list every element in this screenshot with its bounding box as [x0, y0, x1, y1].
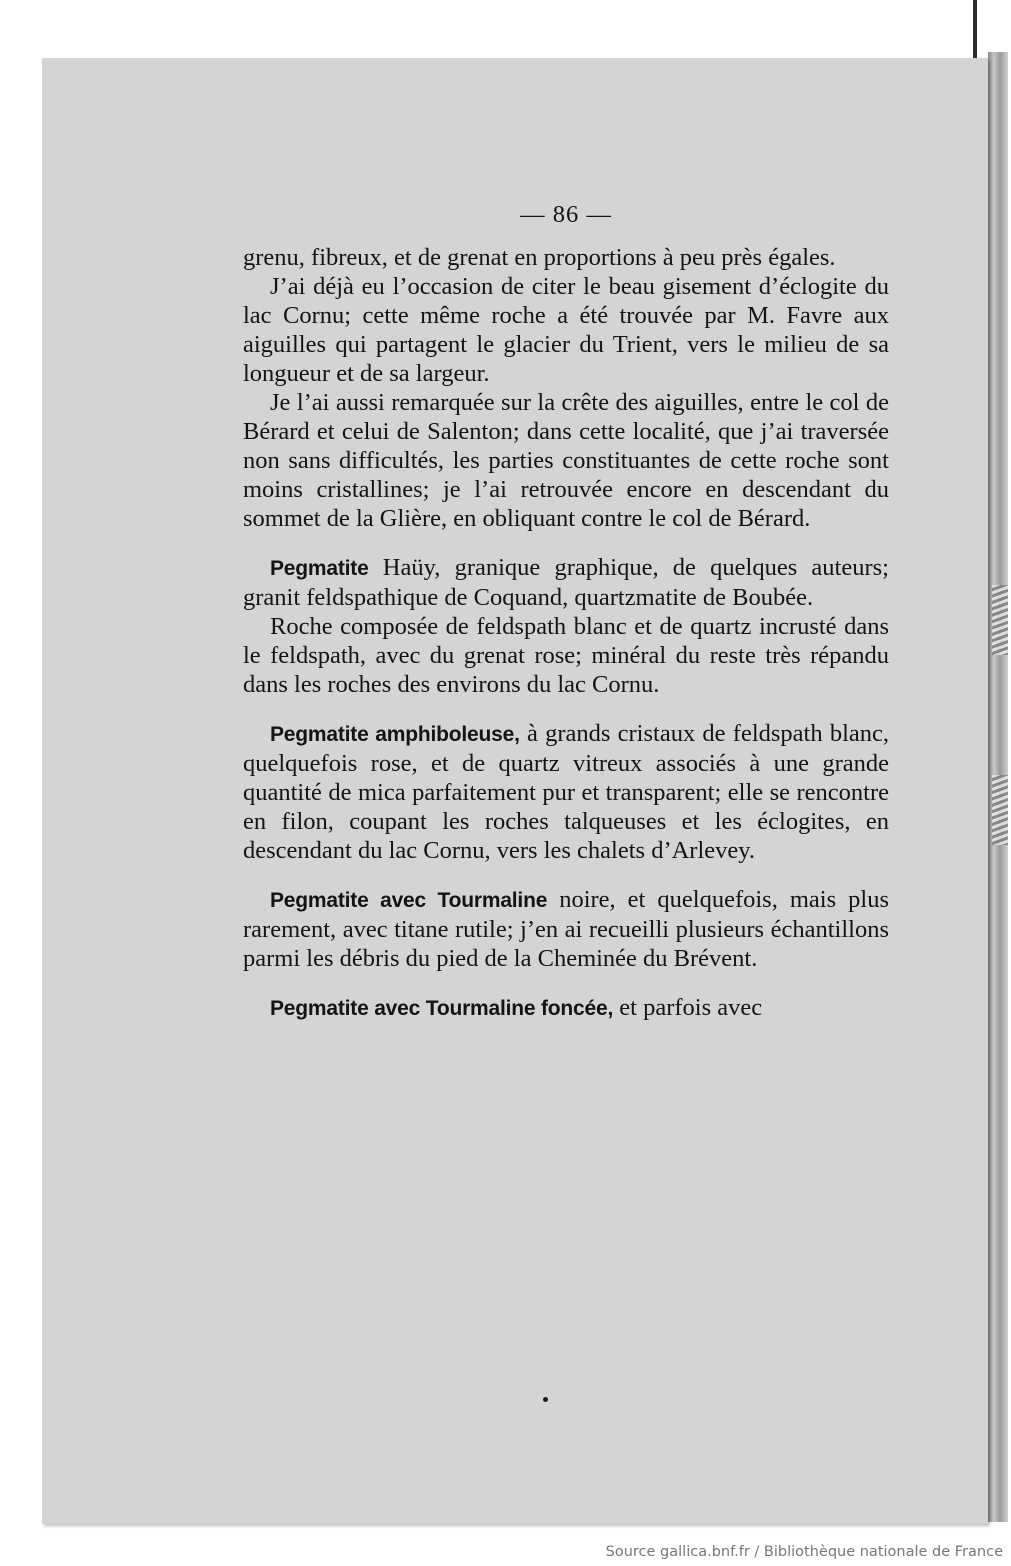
paragraph-1: grenu, fibreux, et de grenat en proportions à peu près égales. — [243, 244, 836, 271]
paragraph-pegmatite: Pegmatite Haüy, granique graphique, de quelques auteurs; granit feldspathique de Coquand, quartzmatite de Boubée. — [243, 554, 889, 611]
binding-edge — [973, 0, 977, 60]
term-pegmatite-amphiboleuse: Pegmatite amphiboleuse, — [270, 723, 520, 746]
page-number: — 86 — — [520, 201, 612, 228]
term-pegmatite: Pegmatite — [270, 557, 369, 580]
paragraph-3: Je l’ai aussi remarquée sur la crête des aiguilles, entre le col de Bérard et celui de Salenton; dans cette localité, que j’ai traversée non sans difficultés, les parties constituantes de cette roche sont moins cristallines; je l’ai retrouvée encore en descendant du sommet de la Glière, en obliquant contre le col de Bérard. — [243, 389, 889, 532]
term-pegmatite-tourmaline-foncee: Pegmatite avec Tourmaline foncée, — [270, 997, 614, 1020]
paragraph-pegmatite-tourmaline: Pegmatite avec Tourmaline noire, et quelquefois, mais plus rarement, avec titane rutile; j’en ai recueilli plusieurs échantillons parmi les débris du pied de la Cheminée du Brévent. — [243, 886, 889, 972]
paragraph-pegmatite-amphiboleuse: Pegmatite amphiboleuse, à grands cristaux de feldspath blanc, quelquefois rose, et de quartz vitreux associés à une grande quantité de mica parfaitement pur et transparent; elle se rencontre en filon, coupant les roches talqueuses et les éclogites, en descendant du lac Cornu, vers les chalets d’Arlevey. — [243, 720, 890, 864]
binding-thread — [992, 585, 1008, 655]
ink-dot — [543, 1397, 548, 1402]
term-pegmatite-tourmaline: Pegmatite avec Tourmaline — [270, 889, 548, 912]
paragraph-pegmatite-tourmaline-foncee: Pegmatite avec Tourmaline foncée, et parfois avec — [270, 994, 763, 1021]
paragraph-2: J’ai déjà eu l’occasion de citer le beau gisement d’éclogite du lac Cornu; cette même roche a été trouvée par M. Favre aux aiguilles qui partagent le glacier du Trient, vers le milieu de sa longueur et de sa largeur. — [243, 273, 889, 387]
binding-thread — [992, 775, 1008, 845]
page-text — [243, 200, 889, 1023]
source-attribution: Source gallica.bnf.fr / Bibliothèque nationale de France — [605, 1544, 1003, 1560]
paragraph-5: Roche composée de feldspath blanc et de quartz incrusté dans le feldspath, avec du grenat rose; minéral du reste très répandu dans les roches des environs du lac Cornu. — [243, 613, 889, 698]
